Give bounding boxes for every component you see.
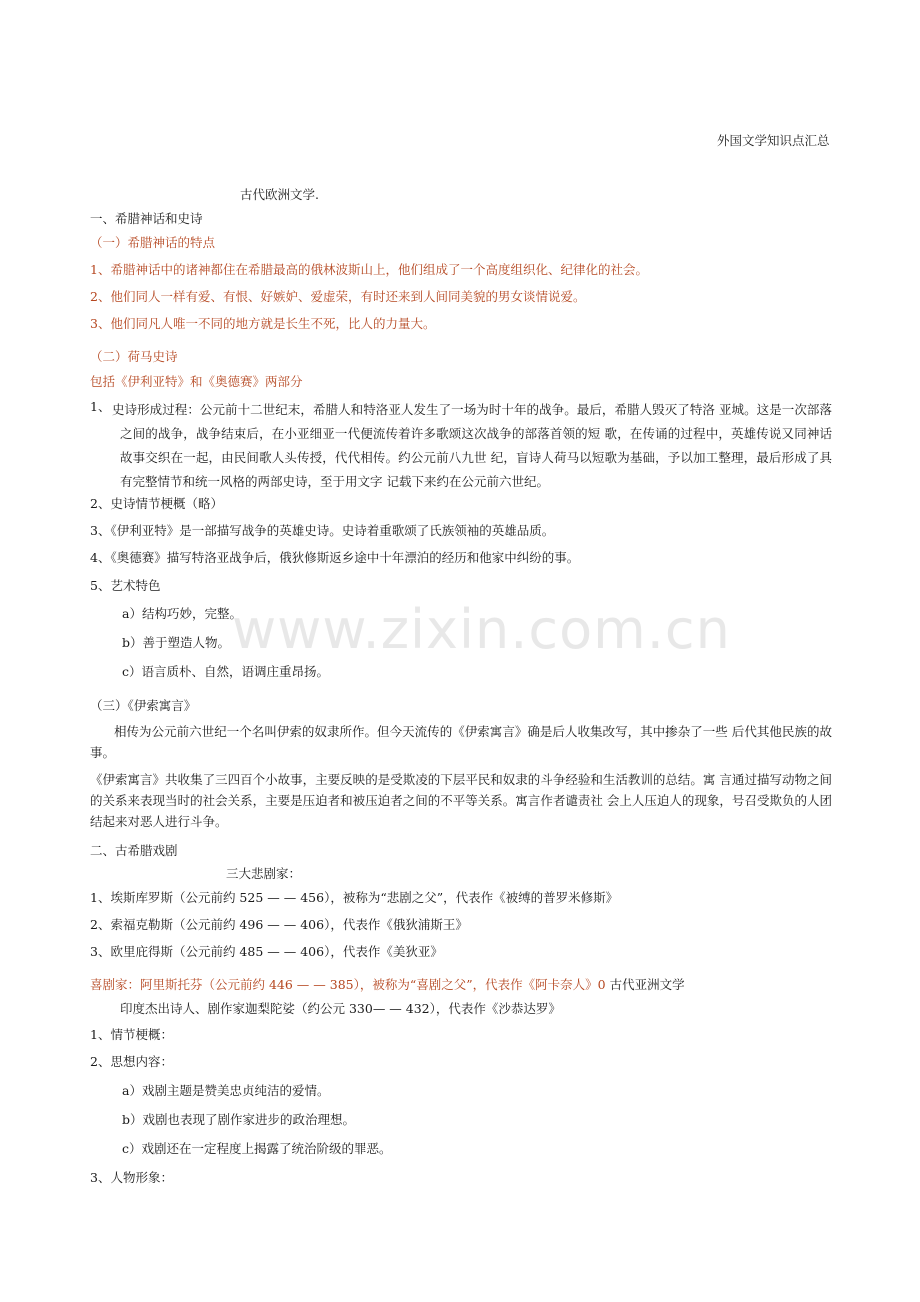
- list-item: 1、情节梗概：: [90, 1027, 173, 1042]
- list-item: 3、人物形象：: [90, 1170, 173, 1185]
- list-item: 3、《伊利亚特》是一部描写战争的英雄史诗。史诗着重歌颂了氏族领袖的英雄品质。: [90, 523, 555, 538]
- list-item: b）善于塑造人物。: [122, 635, 231, 650]
- list-item: a）结构巧妙，完整。: [122, 606, 242, 621]
- paragraph-aesop-content: 《伊索寓言》共收集了三四百个小故事，主要反映的是受欺凌的下层平民和奴隶的斗争经验和生活教训的总结。寓 言通过描写动物之间的关系来表现当时的社会关系，主要是压迫者和被压迫者之间的不平等关系。寓言作者谴责社 会上人压迫人的现象，号召受欺负的人团结起来对恶人进行斗争。: [90, 772, 832, 829]
- list-item: 1、埃斯库罗斯（公元前约 525 — — 456），被称为“悲剧之父”，代表作《被缚的普罗米修斯》: [90, 890, 619, 905]
- list-item: c）语言质朴、自然，语调庄重昂扬。: [122, 664, 330, 679]
- list-item: 3、他们同凡人唯一不同的地方就是长生不死，比人的力量大。: [90, 316, 436, 331]
- section-title: 古代欧洲文学.: [240, 187, 319, 202]
- list-item: b）戏剧也表现了剧作家进步的政治理想。: [122, 1112, 356, 1127]
- list-item: 4、《奥德赛》描写特洛亚战争后，俄狄修斯返乡途中十年漂泊的经历和他家中纠纷的事。: [90, 550, 580, 565]
- tragedians-label: 三大悲剧家：: [226, 866, 302, 881]
- list-item: a）戏剧主题是赞美忠贞纯洁的爱情。: [122, 1083, 330, 1098]
- subheading-two-parts: 包括《伊利亚特》和《奥德赛》两部分: [90, 374, 303, 389]
- asian-literature-heading: 古代亚洲文学: [605, 977, 685, 992]
- heading-homer-epic: （二）荷马史诗: [90, 349, 178, 364]
- list-item: c）戏剧还在一定程度上揭露了统治阶级的罪恶。: [122, 1141, 392, 1156]
- paragraph-aesop-origin: 相传为公元前六世纪一个名叫伊索的奴隶所作。但今天流传的《伊索寓言》确是后人收集改写，其中掺杂了一些 后代其他民族的故事。: [90, 724, 832, 760]
- comedian-text: 喜剧家：阿里斯托芬（公元前约 446 — — 385），被称为“喜剧之父”，代表作《阿卡奈人》0: [90, 977, 606, 992]
- indian-poet-line: 印度杰出诗人、剧作家迦梨陀娑（约公元 330— — 432），代表作《沙恭达罗》: [120, 1001, 561, 1016]
- list-item: 2、史诗情节梗概（略）: [90, 496, 223, 511]
- heading-greek-myth-epic: 一、希腊神话和史诗: [90, 211, 203, 226]
- comedian-line: [90, 976, 685, 994]
- document-header-title: 外国文学知识点汇总: [717, 133, 830, 148]
- list-item: 5、艺术特色: [90, 578, 161, 593]
- heading-myth-features: （一）希腊神话的特点: [90, 235, 216, 250]
- list-item: 2、索福克勒斯（公元前约 496 — — 406），代表作《俄狄浦斯王》: [90, 917, 468, 932]
- heading-aesop: （三）《伊索寓言》: [90, 698, 197, 713]
- heading-greek-drama: 二、古希腊戏剧: [90, 843, 178, 858]
- paragraph-number: 1、: [90, 399, 111, 414]
- list-item: 1、希腊神话中的诸神都住在希腊最高的俄林波斯山上，他们组成了一个高度组织化、纪律化的社会。: [90, 262, 648, 277]
- list-item: 2、他们同人一样有爱、有恨、好嫉妒、爱虚荣，有时还来到人间同美貌的男女谈情说爱。: [90, 289, 586, 304]
- paragraph-epic-formation: 史诗形成过程：公元前十二世纪末，希腊人和特洛亚人发生了一场为时十年的战争。最后，希腊人毁灭了特洛 亚城。这是一次部落之间的战争，战争结束后，在小亚细亚一代便流传着许多歌颂这次战争的部落首领的短 歌，在传诵的过程中，英雄传说又同神话故事交织在一起，由民间歌人头传授，代代相传。约公元前八九世 纪，盲诗人荷马以短歌为基础，予以加工整理，最后形成了具有完整情节和统一风格的两部史诗，至于用文字 记载下来约在公元前六世纪。: [112, 402, 832, 489]
- list-item: 2、思想内容：: [90, 1054, 173, 1069]
- list-item: 3、欧里庇得斯（公元前约 485 — — 406），代表作《美狄亚》: [90, 944, 443, 959]
- watermark: www.zixin.com.cn: [232, 598, 731, 661]
